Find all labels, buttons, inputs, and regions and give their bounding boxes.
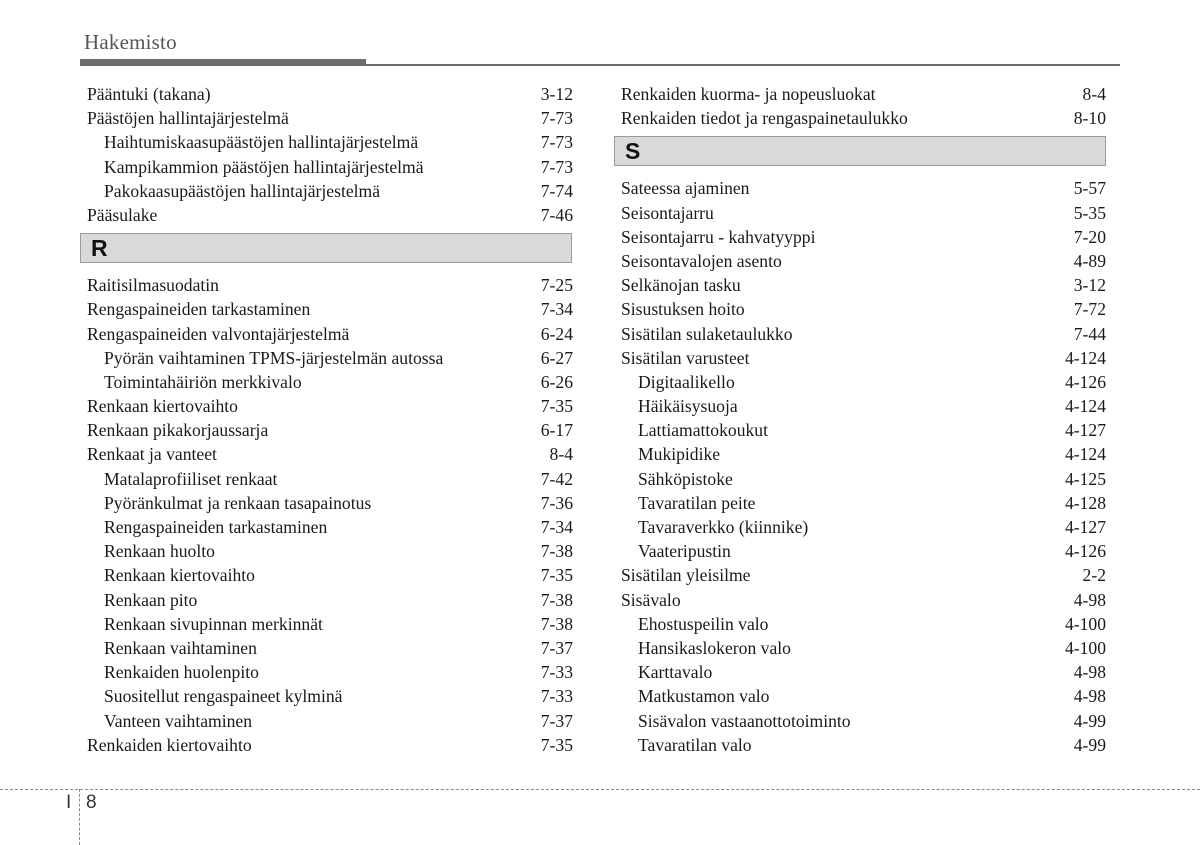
- entry-page-ref: 4-99: [1073, 734, 1106, 755]
- header-rule-thick: [80, 59, 366, 66]
- index-entry: [621, 273, 1106, 297]
- entry-page-ref: 7-42: [540, 468, 573, 489]
- index-entry: [621, 322, 1106, 346]
- entry-page-ref: 5-35: [1073, 202, 1106, 223]
- entry-term: Sisävalon vastaanottotoiminto: [638, 710, 851, 731]
- entry-page-ref: 7-35: [540, 396, 573, 417]
- entry-page-ref: 4-127: [1064, 517, 1106, 537]
- index-entry: [621, 82, 1106, 106]
- index-subentry: [87, 684, 573, 708]
- index-entry: [621, 106, 1106, 130]
- index-entry: [621, 176, 1106, 200]
- entry-page-ref: 7-73: [540, 132, 573, 153]
- index-entry: [621, 249, 1106, 273]
- entry-page-ref: 6-27: [540, 347, 573, 368]
- entry-page-ref: 3-12: [1073, 275, 1106, 296]
- footer-section-letter: I: [66, 792, 72, 813]
- index-subentry: [87, 660, 573, 684]
- index-subentry: [87, 539, 573, 563]
- index-subentry: [621, 636, 1106, 660]
- entry-page-ref: 4-98: [1073, 662, 1106, 683]
- entry-term: Tavaratilan peite: [638, 492, 756, 513]
- index-subentry: [621, 709, 1106, 733]
- entry-term: Renkaiden huolenpito: [104, 662, 259, 683]
- index-entry: [87, 82, 573, 106]
- entry-page-ref: 7-72: [1073, 299, 1106, 320]
- entry-term: Tavaraverkko (kiinnike): [638, 517, 809, 537]
- entry-page-ref: 7-37: [540, 637, 573, 658]
- entry-term: Pakokaasupäästöjen hallintajärjestelmä: [104, 180, 381, 201]
- index-column-left: [87, 82, 573, 757]
- index-subentry: [621, 418, 1106, 442]
- entry-term: Sisävalo: [621, 589, 681, 610]
- index-entry: [87, 418, 573, 442]
- entry-page-ref: 7-33: [540, 662, 573, 683]
- entry-page-ref: 6-17: [540, 420, 573, 441]
- entry-term: Pyörän vaihtaminen TPMS-järjestelmän autossa: [104, 347, 444, 368]
- entry-page-ref: 8-10: [1073, 108, 1106, 129]
- entry-term: Pääsulake: [87, 204, 158, 225]
- entry-list-section-r: [87, 273, 573, 757]
- entry-page-ref: 7-38: [540, 541, 573, 562]
- entry-page-ref: 4-125: [1064, 468, 1106, 489]
- entry-page-ref: 7-38: [540, 613, 573, 634]
- section-header-s: S: [614, 136, 1106, 166]
- index-subentry: [621, 515, 1106, 539]
- index-subentry: [621, 612, 1106, 636]
- entry-term: Selkänojan tasku: [621, 275, 741, 296]
- index-subentry: [621, 491, 1106, 515]
- entry-list-section-s: [621, 176, 1106, 757]
- entry-page-ref: 7-35: [540, 734, 573, 755]
- index-subentry: [87, 491, 573, 515]
- entry-page-ref: 4-127: [1064, 420, 1106, 441]
- entry-page-ref: 7-34: [540, 517, 573, 537]
- entry-term: Renkaiden tiedot ja rengaspainetaulukko: [621, 108, 908, 129]
- index-entry: [621, 201, 1106, 225]
- entry-page-ref: 7-73: [540, 156, 573, 177]
- entry-term: Pääntuki (takana): [87, 84, 211, 104]
- entry-term: Ehostuspeilin valo: [638, 613, 769, 634]
- entry-page-ref: 7-36: [540, 492, 573, 513]
- entry-page-ref: 7-73: [540, 108, 573, 129]
- entry-term: Päästöjen hallintajärjestelmä: [87, 108, 289, 129]
- index-subentry: [87, 563, 573, 587]
- index-entry: [87, 273, 573, 297]
- entry-page-ref: 4-128: [1064, 492, 1106, 513]
- entry-page-ref: 7-34: [540, 299, 573, 320]
- section-header-r: R: [80, 233, 572, 263]
- footer-dashed-rule: [0, 789, 1200, 790]
- entry-page-ref: 7-35: [540, 565, 573, 586]
- index-subentry: [87, 370, 573, 394]
- entry-list-top-right: [621, 82, 1106, 130]
- index-subentry: [87, 515, 573, 539]
- entry-term: Pyöränkulmat ja renkaan tasapainotus: [104, 492, 372, 513]
- entry-term: Häikäisysuoja: [638, 396, 738, 417]
- entry-page-ref: 7-25: [540, 275, 573, 296]
- entry-page-ref: 3-12: [540, 84, 573, 104]
- index-entry: [87, 394, 573, 418]
- entry-page-ref: 7-37: [540, 710, 573, 731]
- index-entry: [87, 106, 573, 130]
- index-subentry: [621, 660, 1106, 684]
- entry-page-ref: 7-38: [540, 589, 573, 610]
- entry-term: Renkaan vaihtaminen: [104, 637, 257, 658]
- entry-term: Seisontajarru: [621, 202, 714, 223]
- index-entry: [87, 203, 573, 227]
- entry-term: Rengaspaineiden tarkastaminen: [104, 517, 328, 537]
- index-subentry: [87, 709, 573, 733]
- entry-page-ref: 4-124: [1064, 396, 1106, 417]
- entry-term: Rengaspaineiden valvontajärjestelmä: [87, 323, 350, 344]
- index-entry: [621, 297, 1106, 321]
- index-column-right: [621, 82, 1106, 757]
- index-subentry: [87, 179, 573, 203]
- index-subentry: [87, 612, 573, 636]
- index-subentry: [621, 467, 1106, 491]
- index-entry: [621, 346, 1106, 370]
- entry-term: Rengaspaineiden tarkastaminen: [87, 299, 311, 320]
- index-subentry: [87, 636, 573, 660]
- entry-page-ref: 5-57: [1073, 178, 1106, 199]
- entry-page-ref: 4-126: [1064, 541, 1106, 562]
- entry-term: Renkaan pikakorjaussarja: [87, 420, 269, 441]
- entry-term: Sisustuksen hoito: [621, 299, 745, 320]
- entry-term: Renkaiden kiertovaihto: [87, 734, 252, 755]
- index-subentry: [87, 588, 573, 612]
- entry-term: Seisontajarru - kahvatyyppi: [621, 226, 816, 247]
- entry-page-ref: 4-98: [1073, 589, 1106, 610]
- index-subentry: [87, 130, 573, 154]
- index-subentry: [87, 155, 573, 179]
- entry-page-ref: 4-99: [1073, 710, 1106, 731]
- entry-term: Renkaan sivupinnan merkinnät: [104, 613, 323, 634]
- entry-term: Lattiamattokoukut: [638, 420, 768, 441]
- index-entry: [621, 225, 1106, 249]
- entry-term: Sähköpistoke: [638, 468, 733, 489]
- index-subentry: [87, 467, 573, 491]
- entry-page-ref: 6-26: [540, 371, 573, 392]
- footer-page-number: 8: [86, 792, 97, 813]
- entry-page-ref: 4-126: [1064, 371, 1106, 392]
- entry-term: Sisätilan varusteet: [621, 347, 750, 368]
- entry-term: Haihtumiskaasupäästöjen hallintajärjestelmä: [104, 132, 419, 153]
- entry-term: Sisätilan yleisilme: [621, 565, 751, 586]
- footer-dashed-divider: [79, 789, 80, 845]
- entry-page-ref: 2-2: [1082, 565, 1106, 586]
- entry-page-ref: 4-100: [1064, 637, 1106, 658]
- index-subentry: [621, 442, 1106, 466]
- entry-page-ref: 7-46: [540, 204, 573, 225]
- entry-term: Renkaat ja vanteet: [87, 444, 217, 465]
- index-entry: [87, 322, 573, 346]
- entry-term: Sateessa ajaminen: [621, 178, 750, 199]
- entry-term: Renkaiden kuorma- ja nopeusluokat: [621, 84, 876, 104]
- entry-page-ref: 7-74: [540, 180, 573, 201]
- entry-page-ref: 7-20: [1073, 226, 1106, 247]
- entry-page-ref: 8-4: [549, 444, 573, 465]
- entry-term: Digitaalikello: [638, 371, 735, 392]
- entry-page-ref: 4-100: [1064, 613, 1106, 634]
- index-entry: [621, 563, 1106, 587]
- entry-page-ref: 7-33: [540, 686, 573, 707]
- entry-page-ref: 7-44: [1073, 323, 1106, 344]
- entry-term: Raitisilmasuodatin: [87, 275, 219, 296]
- entry-term: Karttavalo: [638, 662, 713, 683]
- index-subentry: [621, 733, 1106, 757]
- index-entry: [87, 733, 573, 757]
- entry-term: Suositellut rengaspaineet kylminä: [104, 686, 343, 707]
- entry-page-ref: 4-98: [1073, 686, 1106, 707]
- index-entry: [621, 588, 1106, 612]
- entry-page-ref: 4-124: [1064, 444, 1106, 465]
- index-entry: [87, 297, 573, 321]
- entry-term: Matkustamon valo: [638, 686, 770, 707]
- entry-term: Renkaan kiertovaihto: [87, 396, 238, 417]
- index-subentry: [621, 394, 1106, 418]
- entry-term: Vanteen vaihtaminen: [104, 710, 253, 731]
- entry-term: Renkaan pito: [104, 589, 198, 610]
- page-header-title: Hakemisto: [84, 30, 177, 54]
- entry-page-ref: 8-4: [1082, 84, 1106, 104]
- entry-page-ref: 4-89: [1073, 250, 1106, 271]
- entry-term: Renkaan huolto: [104, 541, 215, 562]
- entry-term: Mukipidike: [638, 444, 721, 465]
- entry-term: Sisätilan sulaketaulukko: [621, 323, 793, 344]
- entry-page-ref: 4-124: [1064, 347, 1106, 368]
- entry-term: Toimintahäiriön merkkivalo: [104, 371, 302, 392]
- index-subentry: [621, 684, 1106, 708]
- index-subentry: [621, 370, 1106, 394]
- index-subentry: [621, 539, 1106, 563]
- entry-term: Tavaratilan valo: [638, 734, 752, 755]
- entry-term: Vaateripustin: [638, 541, 731, 562]
- entry-term: Seisontavalojen asento: [621, 250, 782, 271]
- entry-term: Renkaan kiertovaihto: [104, 565, 255, 586]
- index-subentry: [87, 346, 573, 370]
- entry-term: Hansikaslokeron valo: [638, 637, 791, 658]
- entry-term: Kampikammion päästöjen hallintajärjestelmä: [104, 156, 424, 177]
- index-entry: [87, 442, 573, 466]
- header-rule-thin: [366, 64, 1120, 66]
- entry-term: Matalaprofiiliset renkaat: [104, 468, 278, 489]
- entry-page-ref: 6-24: [540, 323, 573, 344]
- entry-list-top-left: [87, 82, 573, 227]
